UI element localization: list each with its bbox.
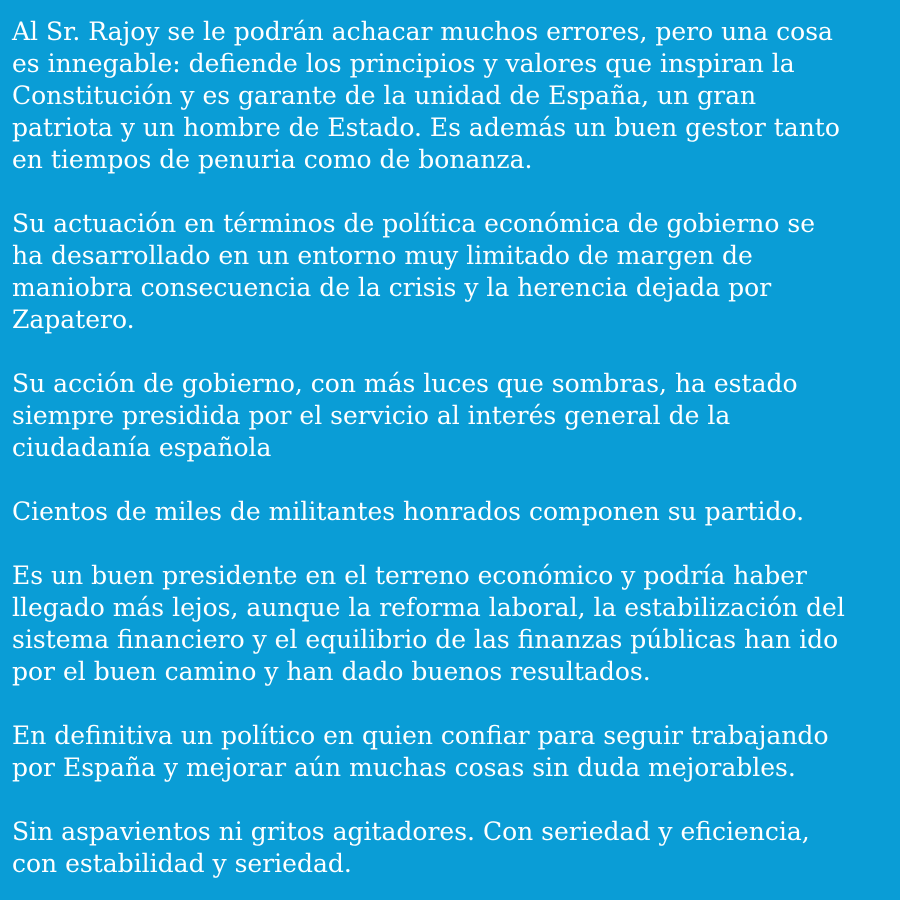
paragraph-3: Su acción de gobierno, con más luces que sombras, ha estado siempre presidida por el servicio al interés general de la ciudadanía española	[12, 369, 798, 462]
paragraph-5: Es un buen presidente en el terreno económico y podría haber llegado más lejos, aunque la reforma laboral, la estabilización del sistema financiero y el equilibrio de las finanzas públicas han ido por el buen camino y han dado buenos resultados.	[12, 561, 845, 686]
paragraph-6: En definitiva un político en quien confiar para seguir trabajando por España y mejorar aún muchas cosas sin duda mejorables.	[12, 721, 829, 782]
paragraph-7: Sin aspavientos ni gritos agitadores. Con seriedad y eficiencia, con estabilidad y seriedad.	[12, 817, 810, 878]
paragraph-2: Su actuación en términos de política económica de gobierno se ha desarrollado en un entorno muy limitado de margen de maniobra consecuencia de la crisis y la herencia dejada por Zapatero.	[12, 209, 816, 334]
paragraph-1: Al Sr. Rajoy se le podrán achacar muchos errores, pero una cosa es innegable: defiende los principios y valores que inspiran la Constitución y es garante de la unidad de España, un gran patriota y un hombre de Estado. Es además un buen gestor tanto en tiempos de penuria como de bonanza.	[12, 17, 840, 174]
paragraph-4: Cientos de miles de militantes honrados componen su partido.	[12, 497, 805, 526]
